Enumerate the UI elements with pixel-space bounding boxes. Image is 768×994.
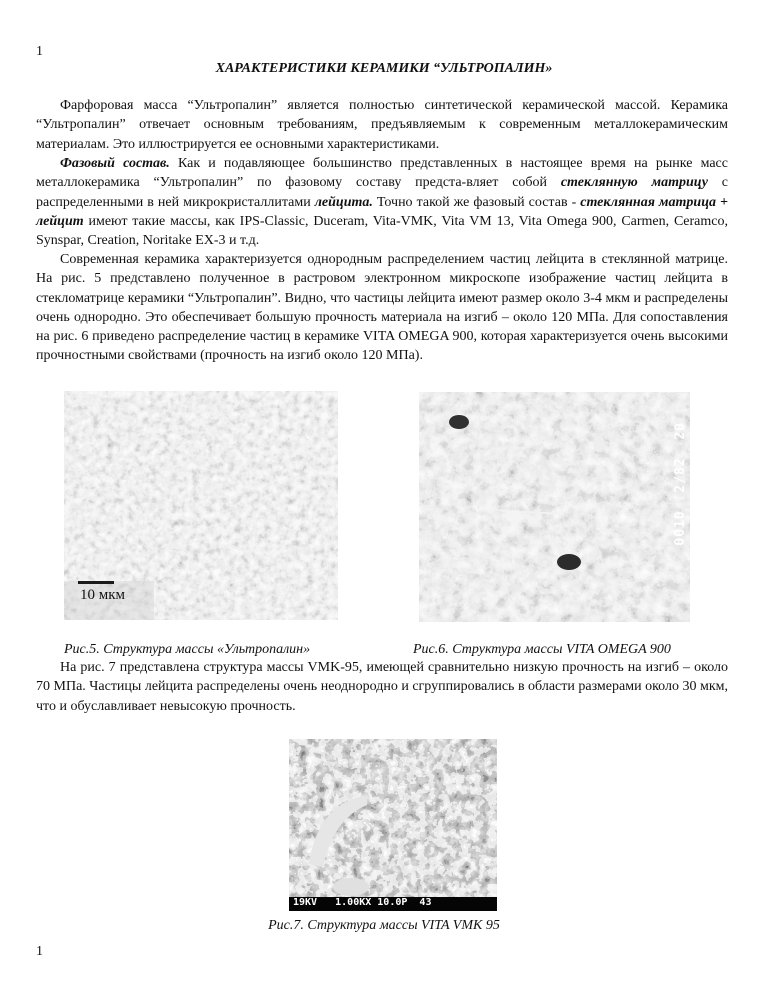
figure-7-sem-image bbox=[289, 739, 497, 911]
text-run: имеют такие массы, как IPS-Classic, Duceram, Vita-VMK, Vita VM 13, Vita Omega 900, Carmen, Ceramco, Synspar, Creation, Noritake EX-3 и т.д. bbox=[36, 213, 728, 249]
document-title: ХАРАКТЕРИСТИКИ КЕРАМИКИ “УЛЬТРОПАЛИН» bbox=[215, 61, 553, 76]
figure-6-sem-image bbox=[419, 392, 690, 622]
scale-label: 10 мкм bbox=[80, 587, 126, 603]
scale-bar bbox=[78, 581, 114, 584]
sem-vertical-label: 0010 2/82 20 bbox=[673, 422, 688, 546]
phase-composition-heading: Фазовый состав. bbox=[60, 156, 170, 171]
paragraph-leucite-distribution: Современная керамика характеризуется однородным распределением частиц лейцита в стеклянной матрице. На рис. 5 представлено полученное в растровом электронном микроскопе изображение частиц лейцита в стекломатрице керамики “Ультропалин”. Видно, что частицы лейцита имеют размер около 3-4 мкм и распределены очень однородно. Это обеспечивает большую прочность материала на изгиб – около 120 МПа. Для сопоставления на рис. 6 приведено распределение частиц в керамике VITA OMEGA 900, которая характеризуется очень высокими прочностными свойствами (прочность на изгиб около 120 МПа). bbox=[36, 252, 728, 364]
paragraph-intro: Фарфоровая масса “Ультропалин” является полностью синтетической керамической массой. Керамика “Ультропалин” отвечает основным требованиям, предъявляемым к современным металлокерамическим материалам. Это иллюстрируется ее основными характеристиками. bbox=[36, 98, 728, 152]
text-run: Как и подавляющее большинство представленных в настоящее время на рынке масс металлокерамика “Ультропалин” по фазовому составу предста-вляет собой bbox=[36, 156, 728, 191]
paragraph-vmk95: На рис. 7 представлена структура массы VMK-95, имеющей сравнительно низкую прочность на изгиб – около 70 МПа. Частицы лейцита распределены очень неоднородно и сгруппировались в области размерами около 30 мкм, что и обуславливает невысокую прочность. bbox=[36, 660, 728, 714]
figure-5-sem-image bbox=[64, 391, 338, 620]
figure-5-caption: Рис.5. Структура массы «Ультропалин» bbox=[64, 642, 311, 657]
figure-6-caption: Рис.6. Структура массы VITA OMEGA 900 bbox=[413, 642, 671, 657]
sem-info-bar: 19KV 1.00KX 10.0P 43 bbox=[293, 897, 432, 908]
emphasis-glass-matrix: стеклянную матрицу bbox=[560, 175, 708, 191]
text-run: с распределенными в ней микрокристаллитами bbox=[36, 175, 728, 210]
text-run: Точно такой же фазовый состав - bbox=[372, 194, 581, 210]
figure-7-caption: Рис.7. Структура массы VITA VMK 95 bbox=[268, 918, 500, 933]
page-number-bottom: 1 bbox=[36, 944, 43, 959]
emphasis-glass-matrix-leucite: стеклянная матрица + лейцит bbox=[36, 194, 728, 229]
page-number-top: 1 bbox=[36, 44, 43, 59]
emphasis-leucite: лейцита. bbox=[314, 194, 373, 210]
paragraph-phase-composition bbox=[36, 154, 728, 250]
